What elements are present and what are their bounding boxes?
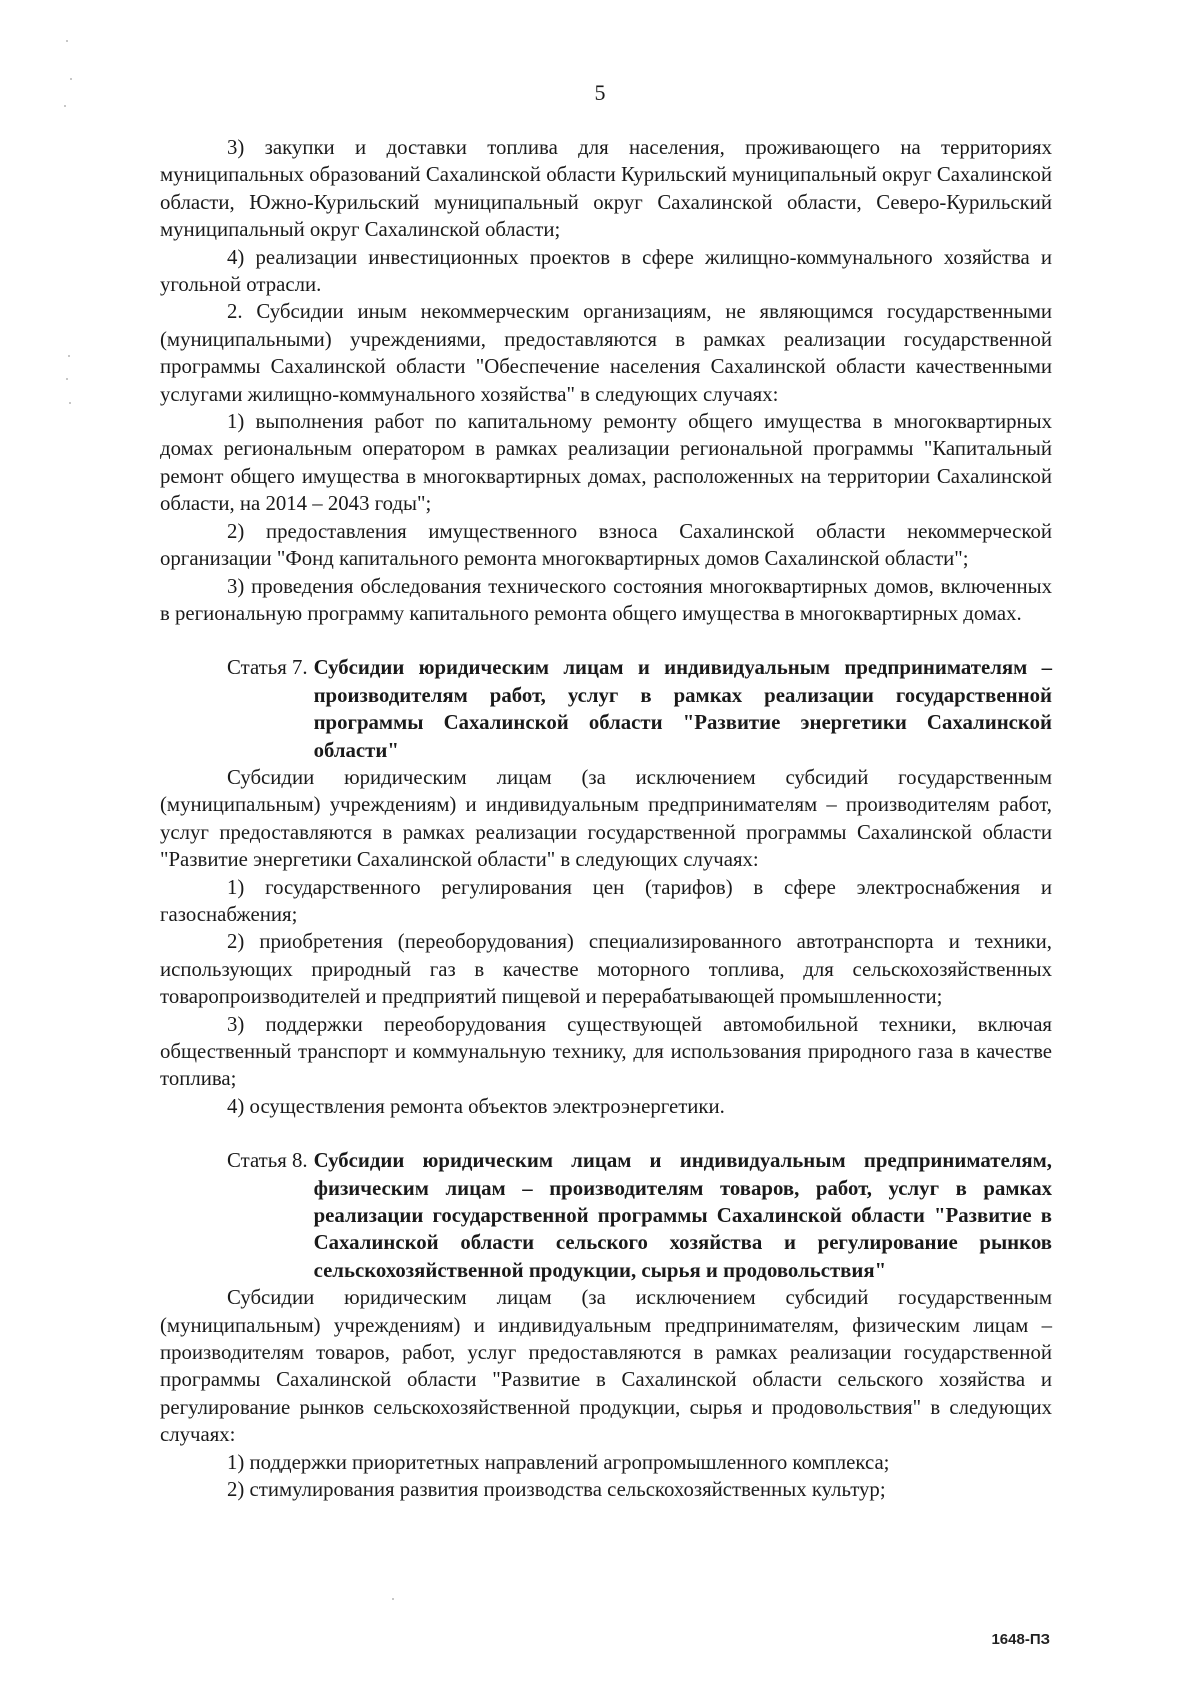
scan-speck (66, 40, 68, 42)
article-8-item-1: 1) поддержки приоритетных направлений агропромышленного комплекса; (227, 1450, 890, 1474)
article-8-item-2: 2) стимулирования развития производства сельскохозяйственных культур; (227, 1478, 886, 1502)
scan-speck (392, 1598, 394, 1600)
article-7-intro: Субсидии юридическим лицам (за исключением субсидий государственным (муниципальным) учреждениям) и индивидуальным предпринимателям – производителям работ, услуг предоставляются в рамках реализации государственной программы Сахалинской области "Развитие энергетики Сахалинской области" в следующих случаях: (160, 765, 1052, 872)
scan-speck (64, 105, 66, 107)
article-7-heading (227, 654, 1052, 764)
section-2-item-3: 3) проведения обследования технического состояния многоквартирных домов, включенных в региональную программу капитального ремонта общего имущества в многоквартирных домах. (160, 574, 1052, 625)
document-code: 1648-ПЗ (991, 1631, 1050, 1648)
section-2-paragraph: 2. Субсидии иным некоммерческим организациям, не являющимся государственными (муниципальными) учреждениями, предоставляются в рамках реализации государственной программы Сахалинской области "Обеспечение населения Сахалинской области качественными услугами жилищно-коммунального хозяйства" в следующих случаях: (160, 300, 1052, 406)
scan-speck (66, 378, 68, 380)
intro-item-3: 3) закупки и доставки топлива для населения, проживающего на территориях муниципальных образований Сахалинской области Курильский муниципальный округ Сахалинской области, Южно-Курильский муниципальный округ Сахалинской области, Северо-Курильский муниципальный округ Сахалинской области; (160, 136, 1052, 242)
article-7-item-3: 3) поддержки переоборудования существующей автомобильной техники, включая общественный транспорт и коммунальную технику, для использования природного газа в качестве топлива; (160, 1012, 1052, 1091)
scan-speck (70, 78, 72, 80)
article-8-intro: Субсидии юридическим лицам (за исключением субсидий государственным (муниципальным) учреждениям) и индивидуальным предпринимателям, физическим лицам – производителям товаров, работ, услуг предоставляются в рамках реализации государственной программы Сахалинской области "Развитие в Сахалинской области сельского хозяйства и регулирование рынков сельскохозяйственной продукции, сырья и продовольствия" в следующих случаях: (160, 1286, 1052, 1447)
document-body (160, 134, 1052, 1504)
article-7-item-4: 4) осуществления ремонта объектов электроэнергетики. (227, 1094, 725, 1118)
scan-speck (69, 402, 71, 404)
section-2-item-1: 1) выполнения работ по капитальному ремонту общего имущества в многоквартирных домах региональным оператором в рамках реализации региональной программы "Капитальный ремонт общего имущества в многоквартирных домах, расположенных на территории Сахалинской области, на 2014 – 2043 годы"; (160, 410, 1052, 516)
article-8-title: Субсидии юридическим лицам и индивидуальным предпринимателям, физическим лицам – производителям товаров, работ, услуг в рамках реализации государственной программы Сахалинской области "Развитие в Сахалинской области сельского хозяйства и регулирование рынков сельскохозяйственной продукции, сырья и продовольствия" (313, 1149, 1052, 1282)
scan-speck (68, 355, 70, 357)
article-7-label: Статья 7. (227, 656, 308, 680)
article-8-label: Статья 8. (227, 1149, 308, 1173)
section-2-item-2: 2) предоставления имущественного взноса Сахалинской области некоммерческой организации "Фонд капитального ремонта многоквартирных домов Сахалинской области"; (160, 519, 1052, 571)
article-7-item-2: 2) приобретения (переоборудования) специализированного автотранспорта и техники, использующих природный газ в качестве моторного топлива, для сельскохозяйственных товаропроизводителей и предприятий пищевой и перерабатывающей промышленности; (160, 930, 1052, 1009)
article-7-item-1: 1) государственного регулирования цен (тарифов) в сфере электроснабжения и газоснабжения; (160, 875, 1052, 926)
intro-item-4: 4) реализации инвестиционных проектов в сфере жилищно-коммунального хозяйства и угольной отрасли. (160, 245, 1052, 297)
article-8-heading (227, 1147, 1052, 1284)
article-7-title: Субсидии юридическим лицам и индивидуальным предпринимателям – производителям работ, услуг в рамках реализации государственной программы Сахалинской области "Развитие энергетики Сахалинской области" (313, 656, 1052, 762)
page-number: 5 (594, 80, 606, 105)
